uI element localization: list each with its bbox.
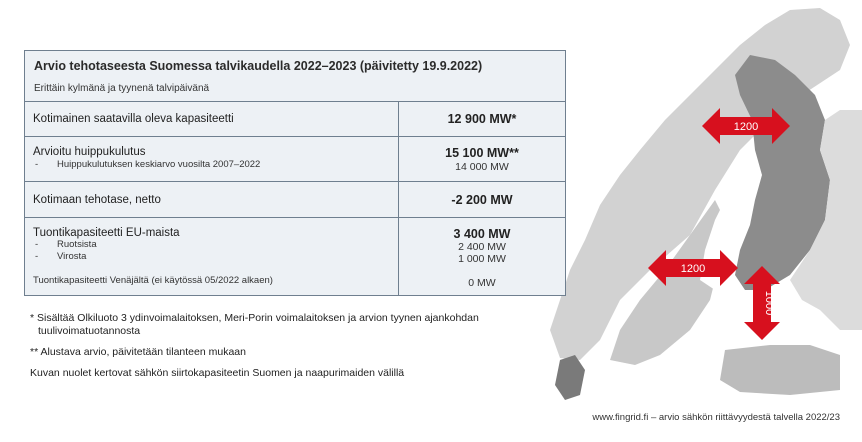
row-value: 15 100 MW** — [445, 146, 519, 160]
table-row — [25, 136, 565, 181]
row-label: Kotimainen saatavilla oleva kapasiteetti — [33, 113, 234, 125]
sub-label: Virosta — [57, 251, 87, 262]
footnote-1-line1: * Sisältää Olkiluoto 3 ydinvoimalaitoksen, Meri-Porin voimalaitoksen ja arvion tyynen ajankohdan — [30, 312, 479, 324]
footnote-1-line2: tuulivoimatuotannosta — [38, 325, 141, 337]
row-label: Kotimaan tehotase, netto — [33, 193, 161, 206]
sub-value: 2 400 MW — [458, 241, 506, 253]
table-header — [25, 51, 491, 101]
arrow-south-label: 1000 — [763, 290, 775, 316]
source-footer: www.fingrid.fi – arvio sähkön riittävyydestä talvella 2022/23 — [592, 412, 840, 423]
nordic-map — [540, 0, 862, 410]
sub-dash: - — [35, 239, 39, 250]
sub-item — [33, 159, 390, 171]
baltics-land — [720, 345, 840, 395]
sub-item — [33, 251, 390, 263]
footnote-3: Kuvan nuolet kertovat sähkön siirtokapasiteetin Suomen ja naapurimaiden välillä — [30, 367, 405, 379]
sub-value: 14 000 MW — [455, 161, 509, 173]
power-balance-table — [24, 50, 566, 296]
table-subtitle: Erittäin kylmänä ja tyynenä talvipäivänä — [34, 83, 210, 94]
table-row — [25, 181, 565, 217]
row-value: 3 400 MW — [453, 227, 511, 241]
arrow-north-label: 1200 — [733, 121, 759, 133]
extra-value: 0 MW — [468, 277, 496, 289]
row-label: Tuontikapasiteetti EU-maista — [33, 227, 180, 239]
arrow-west-label: 1200 — [680, 263, 706, 275]
sub-dash: - — [35, 159, 39, 170]
footnote-2: ** Alustava arvio, päivitetään tilanteen mukaan — [30, 346, 246, 358]
sub-item — [33, 239, 390, 251]
sub-dash: - — [35, 251, 39, 262]
extra-label: Tuontikapasiteetti Venäjältä (ei käytössä 05/2022 alkaen) — [33, 275, 273, 286]
sub-value: 1 000 MW — [458, 253, 506, 265]
footnotes — [30, 312, 540, 388]
denmark-land — [555, 355, 585, 400]
table-title: Arvio tehotaseesta Suomessa talvikaudella 2022–2023 (päivitetty 19.9.2022) — [34, 59, 483, 73]
sub-label: Ruotsista — [57, 239, 97, 250]
table-row — [25, 217, 565, 295]
table-row — [25, 101, 565, 136]
sub-label: Huippukulutuksen keskiarvo vuosilta 2007–2022 — [57, 159, 261, 170]
row-label: Arvioitu huippukulutus — [33, 146, 146, 158]
row-value: 12 900 MW* — [447, 112, 517, 126]
footnote-1 — [30, 312, 540, 338]
row-value: -2 200 MW — [451, 192, 513, 207]
